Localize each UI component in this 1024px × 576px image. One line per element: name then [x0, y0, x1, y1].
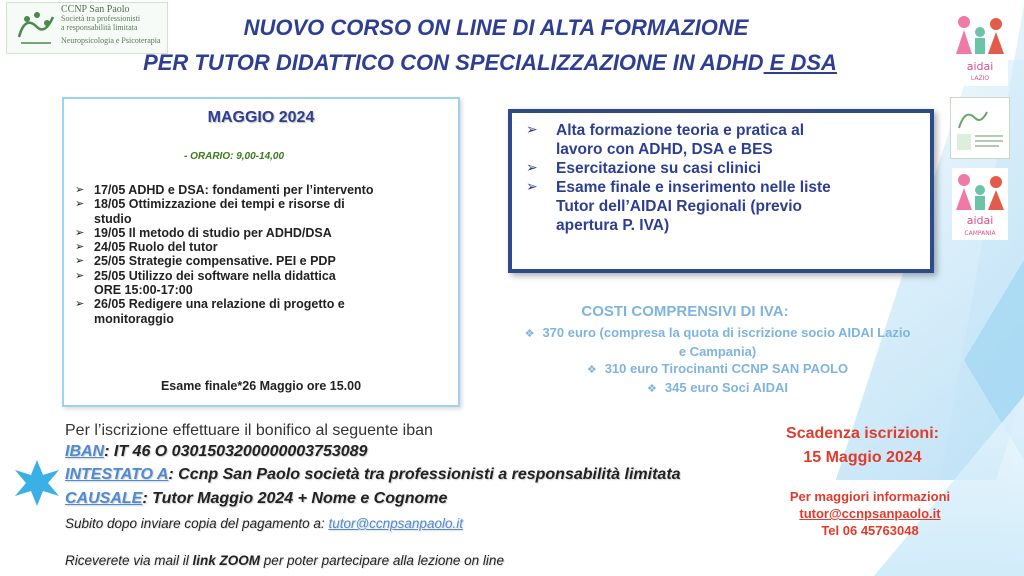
feature-item-cont: lavoro con ADHD, DSA e BES [556, 141, 773, 158]
schedule-item: ➢ 18/05 Ottimizzazione dei tempi e risorse di [75, 197, 445, 211]
causale-value: : Tutor Maggio 2024 + Nome e Cognome [142, 490, 448, 507]
diamond-bullet-icon: ❖ [647, 381, 657, 395]
deadline-label: Scadenza iscrizioni: [786, 425, 939, 442]
schedule-item: ➢ 24/05 Ruolo del tutor [75, 240, 445, 254]
logo-line: Società tra professionisti [61, 14, 141, 23]
schedule-item-cont: ORE 15:00-17:00 [94, 283, 193, 298]
logo-line: Neuropsicologia e Psicoterapia [61, 36, 161, 45]
schedule-item: ➢ 25/05 Strategie compensative. PEI e PDP [75, 254, 445, 268]
schedule-item-cont: studio [94, 211, 132, 226]
contact-email[interactable]: tutor@ccnpsanpaolo.it [799, 506, 941, 521]
logo-name: CCNP San Paolo [61, 4, 130, 15]
diamond-bullet-icon: ❖ [524, 327, 535, 340]
schedule-list [75, 183, 445, 326]
contact-intro: Per maggiori informazioni [789, 489, 951, 504]
page-subtitle [0, 50, 990, 76]
cost-text: 370 euro (compresa la quota di iscrizione socio AIDAI Lazio [542, 325, 911, 340]
iban-label: IBAN [65, 443, 105, 460]
send-copy-note [65, 516, 463, 531]
aidai-lazio-logo [952, 10, 1008, 86]
cost-item [455, 324, 980, 343]
schedule-box [62, 97, 460, 407]
causale-label: CAUSALE [65, 490, 143, 507]
intestato-label: INTESTATO A [65, 466, 169, 483]
aidai-campania-wordmark: aidai [966, 214, 994, 227]
schedule-item-cont: monitoraggio [94, 311, 174, 326]
intestato-line [65, 466, 681, 484]
feature-item: ➢ Esercitazione su casi clinici [526, 159, 926, 178]
aidai-campania-logo [952, 168, 1008, 240]
star-icon [12, 458, 62, 508]
aidai-campania-region: CAMPANIA [964, 230, 996, 237]
aidai-lazio-region: LAZIO [970, 75, 990, 82]
feature-item-cont: Tutor dell’AIDAI Regionali (previo [556, 198, 803, 215]
schedule-month: MAGGIO 2024 [207, 109, 315, 126]
cost-text: 345 euro Soci AIDAI [664, 379, 788, 395]
subtitle-main: PER TUTOR DIDATTICO CON SPECIALIZZAZIONE IN ADHD [143, 50, 764, 75]
partner-logo [950, 97, 1010, 159]
iban-value: : IT 46 O 0301503200000003753089 [104, 443, 368, 460]
cost-item-cont: e Campania) [678, 343, 757, 359]
subtitle-underlined: E DSA [763, 50, 837, 75]
final-exam: Esame finale*26 Maggio ore 15.00 [160, 379, 362, 393]
zoom-note-a: Riceverete via mail il [65, 553, 193, 568]
payment-intro: Per l’iscrizione effettuare il bonifico al seguente iban [65, 422, 433, 439]
deadline-date: 15 Maggio 2024 [803, 449, 922, 466]
schedule-item: ➢ 26/05 Redigere una relazione di progetto e [75, 297, 445, 311]
feature-item: ➢ Alta formazione teoria e pratica al [526, 121, 926, 140]
costs-title: COSTI COMPRENSIVI DI IVA: [581, 303, 789, 320]
schedule-item: ➢ 25/05 Utilizzo dei software nella didattica [75, 269, 445, 283]
intestato-value: : Ccnp San Paolo società tra professionisti a responsabilità limitata [168, 466, 681, 483]
diamond-bullet-icon: ❖ [586, 363, 597, 376]
zoom-note [65, 553, 504, 568]
logo-line: a responsabilità limitata [61, 23, 138, 32]
page-title: NUOVO CORSO ON LINE DI ALTA FORMAZIONE [243, 15, 749, 40]
costs-list [455, 324, 980, 397]
send-copy-text: Subito dopo inviare copia del pagamento a: [65, 516, 329, 531]
contact-info [745, 488, 995, 539]
email-link[interactable]: tutor@ccnpsanpaolo.it [328, 516, 463, 531]
feature-item-cont: apertura P. IVA) [556, 217, 670, 234]
features-box [508, 109, 934, 273]
schedule-item: ➢ 17/05 ADHD e DSA: fondamenti per l’intervento [75, 183, 445, 197]
zoom-note-b: link ZOOM [192, 553, 261, 568]
cost-item [455, 360, 980, 379]
features-list [526, 121, 926, 235]
feature-item: ➢ Esame finale e inserimento nelle liste [526, 178, 926, 197]
cost-text: 310 euro Tirocinanti CCNP SAN PAOLO [604, 361, 849, 376]
aidai-lazio-wordmark: aidai [966, 60, 994, 73]
contact-phone: Tel 06 45763048 [821, 523, 919, 538]
cost-item [455, 379, 980, 398]
schedule-hours: - ORARIO: 9,00-14,00 [184, 151, 285, 162]
zoom-note-c: per poter partecipare alla lezione on line [260, 553, 504, 568]
schedule-item: ➢ 19/05 Il metodo di studio per ADHD/DSA [75, 226, 445, 240]
iban-line [65, 443, 367, 461]
causale-line [65, 490, 447, 508]
